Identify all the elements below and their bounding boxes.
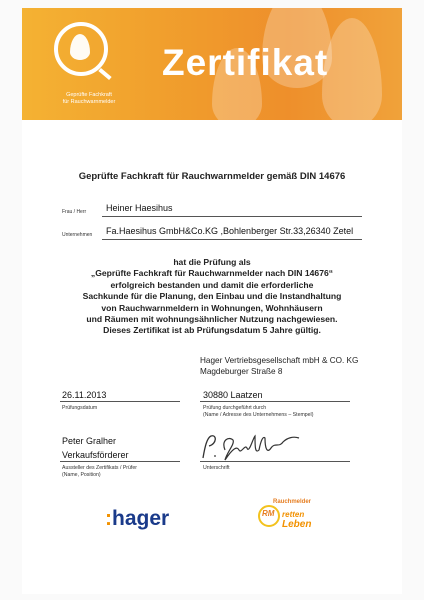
signature-underline bbox=[200, 461, 350, 462]
person-label: Frau / Herr bbox=[62, 209, 87, 215]
hager-logo-text: hager bbox=[112, 507, 170, 530]
issuer-block bbox=[62, 434, 129, 462]
seal-caption-line2: für Rauchwarnmelder bbox=[62, 99, 116, 105]
company-value: Fa.Haesihus GmbH&Co.KG ,Bohlenberger Str.33,26340 Zetel bbox=[106, 226, 354, 236]
exam-date: 26.11.2013 bbox=[62, 390, 107, 400]
exam-location: 30880 Laatzen bbox=[203, 390, 263, 400]
body-line: Sachkunde für die Planung, den Einbau und die Instandhaltung bbox=[82, 291, 342, 302]
rauchmelder-logo bbox=[258, 499, 320, 539]
body-line: Dieses Zertifikat ist ab Prüfungsdatum 5 Jahre gültig. bbox=[103, 325, 321, 336]
issuer-address-line2: Magdeburger Straße 8 bbox=[200, 366, 283, 376]
body-line: und Räumen mit wohnungsähnlicher Nutzung nachgewiesen. bbox=[86, 314, 338, 325]
signature-text: P. Gralher bbox=[195, 432, 200, 433]
person-name: Heiner Haesihus bbox=[106, 203, 173, 213]
rauchmelder-logo-bot: Leben bbox=[282, 519, 312, 530]
seal-caption-line1: Geprüfte Fachkraft bbox=[66, 92, 112, 98]
exam-location-label bbox=[203, 405, 313, 418]
certificate-body bbox=[22, 257, 402, 337]
rauchmelder-badge-text: RM bbox=[262, 509, 275, 518]
issuer-underline bbox=[60, 461, 180, 462]
company-underline bbox=[102, 239, 362, 240]
issuer-position: Verkaufsförderer bbox=[62, 450, 129, 460]
header-banner bbox=[22, 8, 402, 120]
signature-scribble bbox=[195, 432, 305, 462]
exam-date-underline bbox=[60, 401, 180, 402]
seal-icon bbox=[54, 22, 108, 76]
hager-logo-dot: : bbox=[105, 507, 112, 530]
issuer-address-line1: Hager Vertriebsgesellschaft mbH & CO. KG bbox=[200, 356, 359, 365]
company-label: Unternehmen bbox=[62, 232, 93, 238]
issuer-label1: Aussteller des Zertifikats / Prüfer bbox=[62, 465, 137, 471]
exam-location-underline bbox=[200, 401, 350, 402]
issuer-label2: (Name, Position) bbox=[62, 471, 101, 478]
certificate-title: Zertifikat bbox=[162, 42, 329, 83]
issuer-label bbox=[62, 465, 137, 478]
body-line: von Rauchwarnmeldern in Wohnungen, Wohnhäusern bbox=[101, 302, 323, 313]
rauchmelder-logo-mid: retten bbox=[282, 510, 305, 519]
hager-logo bbox=[105, 507, 169, 531]
seal-caption bbox=[44, 92, 134, 106]
exam-location-label1: Prüfung durchgeführt durch bbox=[203, 405, 267, 411]
body-line: hat die Prüfung als bbox=[173, 257, 251, 267]
certificate-heading: Geprüfte Fachkraft für Rauchwarnmelder gemäß DIN 14676 bbox=[78, 171, 346, 182]
issuer-name: Peter Gralher bbox=[62, 436, 117, 446]
rauchmelder-logo-top: Rauchmelder bbox=[273, 499, 312, 505]
body-line: „Geprüfte Fachkraft für Rauchwarnmelder nach DIN 14676“ bbox=[90, 268, 334, 279]
signature-label: Unterschrift bbox=[203, 465, 230, 471]
person-underline bbox=[102, 216, 362, 217]
issuer-address bbox=[200, 356, 358, 377]
body-line: erfolgreich bestanden und damit die erforderliche bbox=[110, 279, 314, 290]
exam-date-label: Prüfungsdatum bbox=[62, 405, 98, 411]
exam-location-label2: (Name / Adresse des Unternehmens – Stempel) bbox=[203, 411, 314, 418]
